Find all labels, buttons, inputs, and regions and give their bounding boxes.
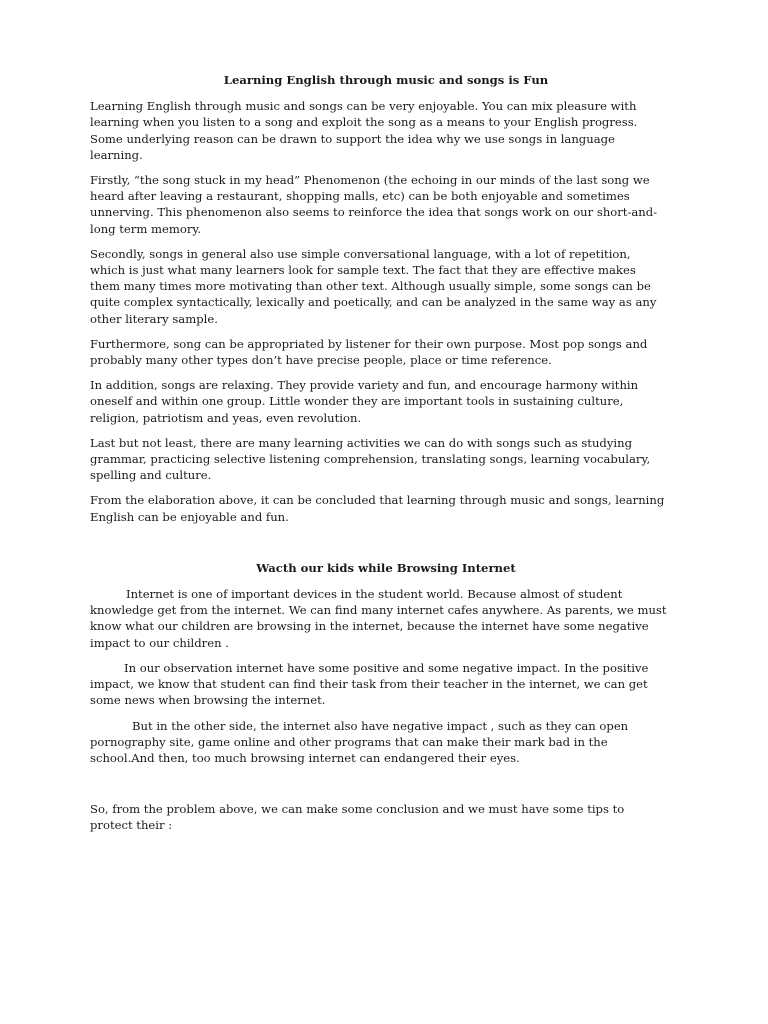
section2-paragraph-1: Internet is one of important devices in the student world. Because almost of student knowledge get from the internet. We can find many internet cafes anywhere. As parents, we must know what our children are browsing in the internet, because the internet have some negative impact to our children . [90,587,667,650]
section1-paragraph-6: Last but not least, there are many learning activities we can do with songs such as studying grammar, practicing selective listening comprehension, translating songs, learning vocabulary, spelling and culture. [90,435,651,483]
section1-paragraph-3: Secondly, songs in general also use simple conversational language, with a lot of repetition, which is just what many learners look for sample text. The fact that they are effective makes them many times more motivating than other text. Although usually simple, some songs can be quite complex syntactically, lexically and poetically, and can be analyzed in the same way as any other literary sample. [90,246,657,326]
section-spacer [90,534,682,560]
section1-paragraph-1: Learning English through music and songs can be very enjoyable. You can mix pleasure with learning when you listen to a song and exploit the song as a means to your English progress. Some underlying reason can be drawn to support the idea why we use songs in language learning. [90,99,638,162]
section1-paragraph-4: Furthermore, song can be appropriated by listener for their own purpose. Most pop songs and probably many other types don’t have precise people, place or time reference. [90,336,648,368]
section1-paragraph-7: From the elaboration above, it can be concluded that learning through music and songs, learning English can be enjoyable and fun. [90,493,665,524]
document-body [90,72,682,843]
section1-paragraph-5: In addition, songs are relaxing. They provide variety and fun, and encourage harmony within oneself and within one group. Little wonder they are important tools in sustaining culture, religion, patriotism and yeas, even revolution. [90,378,639,425]
section2-paragraph-4: So, from the problem above, we can make some conclusion and we must have some tips to protect their : [90,802,625,833]
section2-paragraph-2: In our observation internet have some positive and some negative impact. In the positive impact, we know that student can find their task from their teacher in the internet, we can get some news when browsing the internet. [90,660,649,708]
section1-title: Learning English through music and songs is Fun [223,73,549,87]
section1-paragraph-2: Firstly, “the song stuck in my head” Phenomenon (the echoing in our minds of the last song we heard after leaving a restaurant, shopping malls, etc) can be both enjoyable and sometimes unnerving. This phenomenon also seems to reinforce the idea that songs work on our short-and- long term memory. [90,173,658,236]
closing-spacer [90,775,682,801]
section2-title: Wacth our kids while Browsing Internet [256,560,516,575]
section2-paragraph-3: But in the other side, the internet also have negative impact , such as they can open pornography site, game online and other programs that can make their mark bad in the school.And then, too much browsing internet can endangered their eyes. [90,718,629,765]
